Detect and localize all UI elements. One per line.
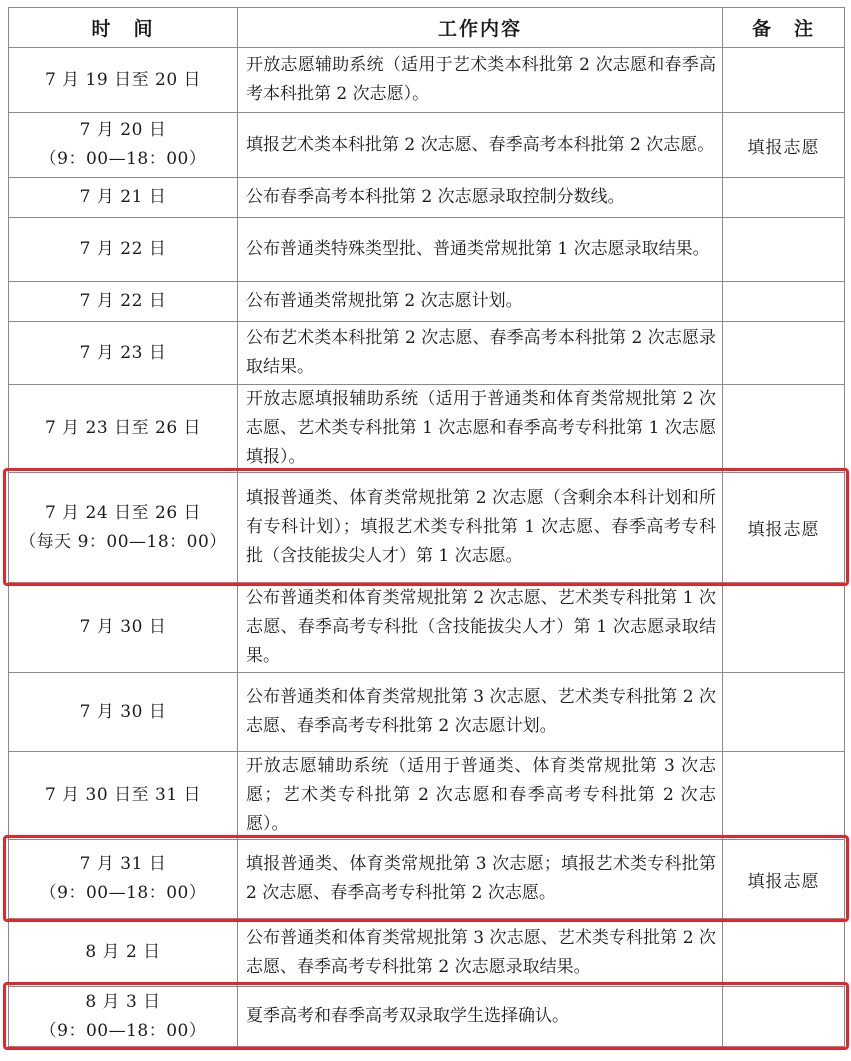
note-cell — [723, 218, 845, 282]
note-cell — [723, 673, 845, 752]
table-row — [9, 919, 845, 987]
note-cell: 填报志愿 — [723, 840, 845, 919]
time-cell — [9, 583, 238, 673]
table-row — [9, 282, 845, 322]
note-cell — [723, 48, 845, 113]
note-cell — [723, 282, 845, 322]
table-row — [9, 48, 845, 113]
time-line: 8 月 3 日 — [85, 991, 161, 1012]
table-row — [9, 178, 845, 218]
content-cell: 公布普通类特殊类型批、普通类常规批第 1 次志愿录取结果。 — [238, 218, 723, 282]
table-row — [9, 583, 845, 673]
content-cell: 公布春季高考本科批第 2 次志愿录取控制分数线。 — [238, 178, 723, 218]
note-cell — [723, 178, 845, 218]
time-cell — [9, 178, 238, 218]
time-cell — [9, 385, 238, 473]
time-cell — [9, 113, 238, 178]
table-header-row — [9, 8, 845, 48]
time-line: 7 月 22 日 — [79, 291, 167, 311]
content-cell: 公布普通类和体育类常规批第 3 次志愿、艺术类专科批第 2 次志愿、春季高考专科批第 2 次志愿计划。 — [238, 673, 723, 752]
time-line: 7 月 19 日至 20 日 — [44, 69, 202, 90]
time-line: 8 月 2 日 — [85, 942, 161, 962]
content-cell: 公布普通类和体育类常规批第 2 次志愿、艺术类专科批第 1 次志愿、春季高考专科批（含技能拔尖人才）第 1 次志愿录取结果。 — [238, 583, 723, 673]
time-line: 7 月 23 日至 26 日 — [44, 418, 202, 438]
note-cell: 填报志愿 — [723, 113, 845, 178]
note-cell: 填报志愿 — [723, 473, 845, 583]
note-cell — [723, 583, 845, 673]
time-cell — [9, 673, 238, 752]
time-line: 7 月 21 日 — [79, 187, 167, 207]
highlight-box — [3, 468, 849, 586]
time-line: 7 月 23 日 — [79, 342, 167, 363]
time-line: 7 月 30 日至 31 日 — [44, 785, 202, 805]
time-line: （每天 9：00—18：00） — [19, 531, 227, 552]
note-cell — [723, 385, 845, 473]
time-cell — [9, 218, 238, 282]
time-line: （9：00—18：00） — [39, 149, 207, 169]
note-cell — [723, 919, 845, 987]
table-row — [9, 322, 845, 385]
time-cell — [9, 919, 238, 987]
content-cell: 公布普通类和体育类常规批第 3 次志愿、艺术类专科批第 2 次志愿、春季高考专科批第 2 次志愿录取结果。 — [238, 919, 723, 987]
time-cell — [9, 48, 238, 113]
time-line: （9：00—18：00） — [39, 1020, 207, 1041]
time-line: 7 月 30 日 — [79, 617, 167, 637]
time-line: 7 月 24 日至 26 日 — [44, 502, 202, 523]
table-row — [9, 113, 845, 178]
content-cell: 填报艺术类本科批第 2 次志愿、春季高考本科批第 2 次志愿。 — [238, 113, 723, 178]
content-cell: 开放志愿辅助系统（适用于艺术类本科批第 2 次志愿和春季高考本科批第 2 次志愿）。 — [238, 48, 723, 113]
table-row — [9, 752, 845, 840]
content-cell: 填报普通类、体育类常规批第 2 次志愿（含剩余本科计划和所有专科计划）；填报艺术类专科批第 1 次志愿、春季高考专科批（含技能拔尖人才）第 1 次志愿。 — [238, 473, 723, 583]
highlight-box — [3, 982, 849, 1050]
content-cell: 公布艺术类本科批第 2 次志愿、春季高考本科批第 2 次志愿录取结果。 — [238, 322, 723, 385]
content-cell: 填报普通类、体育类常规批第 3 次志愿；填报艺术类专科批第 2 次志愿、春季高考专科批第 2 次志愿。 — [238, 840, 723, 919]
header-note: 备 注 — [723, 8, 845, 48]
table-row — [9, 673, 845, 752]
header-time: 时 间 — [9, 8, 238, 48]
time-line: （9：00—18：00） — [39, 883, 207, 903]
note-cell — [723, 752, 845, 840]
time-cell — [9, 752, 238, 840]
content-cell: 开放志愿填报辅助系统（适用于普通类和体育类常规批第 2 次志愿、艺术类专科批第 1 次志愿和春季高考专科批第 1 次志愿填报）。 — [238, 385, 723, 473]
highlight-box — [3, 835, 849, 922]
header-content: 工作内容 — [238, 8, 723, 48]
content-cell: 开放志愿辅助系统（适用于普通类、体育类常规批第 3 次志愿；艺术类专科批第 2 次志愿和春季高考专科批第 2 次志愿）。 — [238, 752, 723, 840]
time-cell — [9, 282, 238, 322]
time-cell — [9, 322, 238, 385]
table-row — [9, 218, 845, 282]
time-line: 7 月 30 日 — [79, 701, 167, 722]
time-line: 7 月 20 日 — [79, 120, 167, 140]
content-cell: 夏季高考和春季高考双录取学生选择确认。 — [238, 987, 723, 1047]
note-cell — [723, 322, 845, 385]
content-cell: 公布普通类常规批第 2 次志愿计划。 — [238, 282, 723, 322]
time-line: 7 月 22 日 — [79, 239, 167, 259]
table-row — [9, 385, 845, 473]
time-line: 7 月 31 日 — [79, 854, 167, 874]
